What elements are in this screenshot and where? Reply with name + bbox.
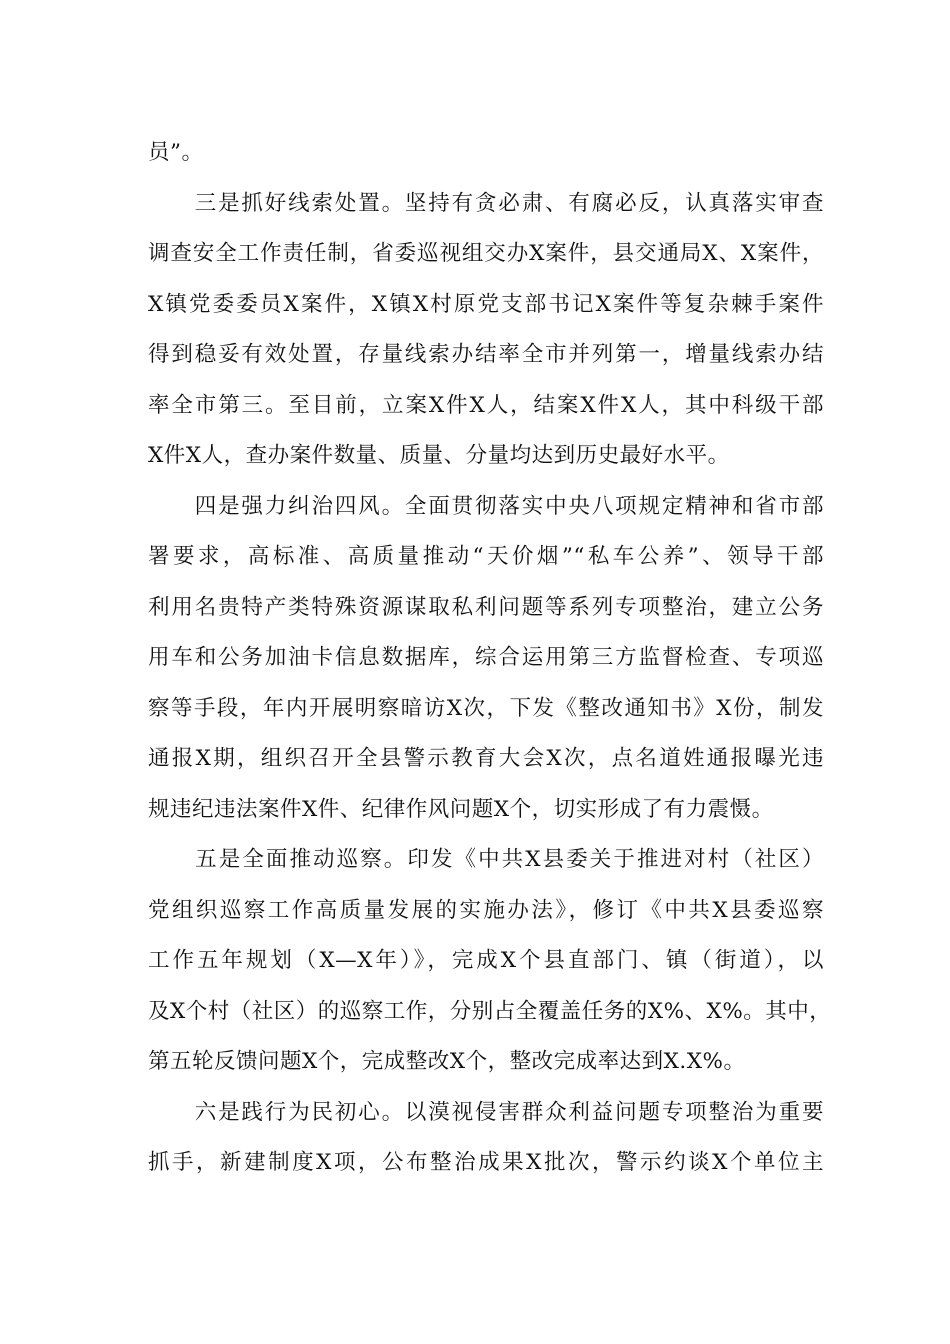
text-line: 五是全面推动巡察。印发《中共X县委关于推进对村（社区）	[148, 847, 824, 872]
text-line: 用车和公务加油卡信息数据库，综合运用第三方监督检查、专项巡	[148, 645, 824, 670]
text-line: 得到稳妥有效处置，存量线索办结率全市并列第一，增量线索办结	[148, 342, 824, 367]
text-line: 六是践行为民初心。以漠视侵害群众利益问题专项整治为重要	[148, 1099, 824, 1125]
text-line: 利用名贵特产类特殊资源谋取私利问题等系列专项整治，建立公务	[148, 594, 824, 620]
text-line: 调查安全工作责任制，省委巡视组交办X案件，县交通局X、X案件，	[148, 241, 824, 266]
text-line: 署要求，高标准、高质量推动“天价烟”“私车公养”、领导干部	[148, 544, 824, 569]
text-line: X件X人，查办案件数量、质量、分量均达到历史最好水平。	[148, 443, 730, 468]
text-line: 工作五年规划（X—X年）》，完成X个县直部门、镇（街道），以	[148, 948, 824, 973]
text-line: 第五轮反馈问题X个，完成整改X个，整改完成率达到X.X%。	[148, 1049, 746, 1074]
text-line: 抓手，新建制度X项，公布整治成果X批次，警示约谈X个单位主	[148, 1150, 824, 1175]
text-line: X镇党委委员X案件，X镇X村原党支部书记X案件等复杂棘手案件	[148, 291, 824, 317]
text-line: 察等手段，年内开展明察暗访X次，下发《整改通知书》X份，制发	[148, 695, 824, 721]
text-line: 党组织巡察工作高质量发展的实施办法》，修订《中共X县委巡察	[148, 897, 824, 923]
text-line: 员”。	[148, 140, 204, 165]
text-line: 及X个村（社区）的巡察工作，分别占全覆盖任务的X%、X%。其中，	[148, 998, 832, 1024]
text-line: 规违纪违法案件X件、纪律作风问题X个，切实形成了有力震慑。	[148, 796, 774, 822]
text-line: 通报X期，组织召开全县警示教育大会X次，点名道姓通报曝光违	[148, 746, 824, 771]
text-line: 率全市第三。至目前，立案X件X人，结案X件X人，其中科级干部	[148, 392, 824, 418]
text-line: 三是抓好线索处置。坚持有贪必肃、有腐必反，认真落实审查	[148, 190, 824, 216]
text-line: 四是强力纠治四风。全面贯彻落实中央八项规定精神和省市部	[148, 493, 824, 519]
document-body	[148, 128, 832, 1189]
